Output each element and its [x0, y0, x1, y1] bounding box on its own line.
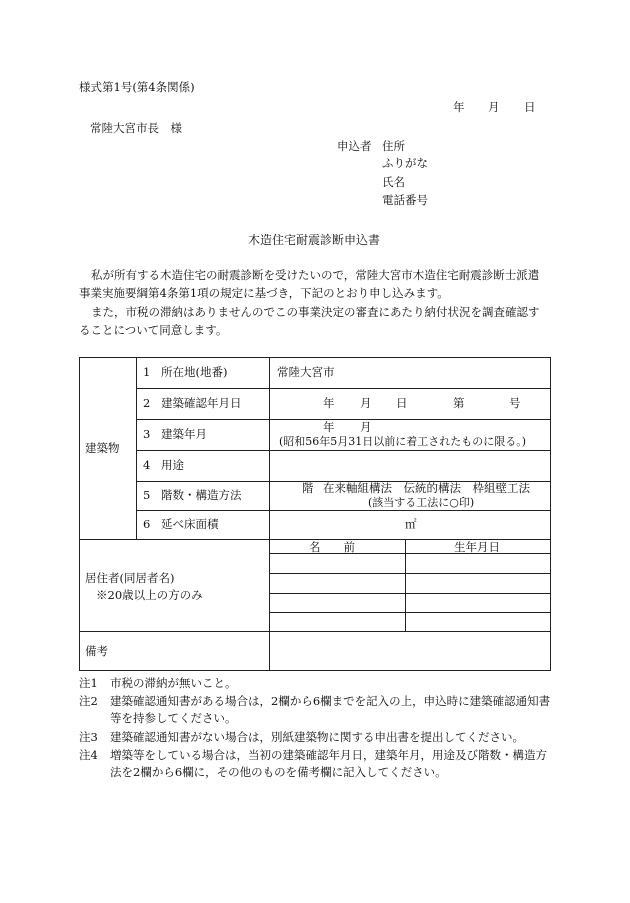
row-4-label: 用途	[161, 458, 184, 472]
body-paragraph-1-line-1: 私が所有する木造住宅の耐震診断を受けたいので，常陸大宮市木造住宅耐震診断士派遣	[91, 268, 540, 282]
row-1-number: 1	[143, 365, 151, 379]
confirmation-day-label: 日	[396, 396, 408, 410]
note-2-tag: 注2	[79, 694, 98, 708]
application-table	[79, 357, 551, 671]
applicant-phone-label: 電話番号	[382, 193, 428, 207]
date-month-label: 月	[488, 100, 500, 114]
build-year-note: (昭和56年5月31日以前に着工されたものに限る。)	[279, 435, 527, 448]
body-paragraph-2-line-1: また，市税の滞納はありませんのでこの事業決定の審査にあたり納付状況を調査確認す	[91, 305, 540, 319]
note-1-line-1: 市税の滞納が無いこと。	[110, 676, 237, 690]
note-3-tag: 注3	[79, 730, 98, 744]
body-paragraph-2-line-2: ることについて同意します。	[79, 323, 228, 337]
note-3-line-1: 建築確認通知書がない場合は，別紙建築物に関する申出書を提出してください。	[110, 730, 524, 744]
construction-method-note: (該当する工法に○印)	[368, 496, 475, 509]
row-2-label: 建築確認年月日	[161, 396, 242, 410]
note-4-tag: 注4	[79, 748, 98, 762]
confirmation-no-prefix: 第	[453, 396, 465, 410]
form-number: 様式第1号(第4条関係)	[79, 80, 195, 94]
confirmation-no-suffix: 号	[509, 396, 521, 410]
note-4-line-1: 増築等をしている場合は，当初の建築確認年月日，建築年月，用途及び階数・構造方	[110, 748, 547, 762]
date-year-label: 年	[453, 100, 465, 114]
row-3-number: 3	[143, 427, 151, 441]
remarks-label: 備考	[85, 644, 108, 658]
applicant-furigana-label: ふりがな	[382, 156, 428, 170]
resident-name-header: 名 前	[309, 540, 355, 554]
confirmation-month-label: 月	[360, 396, 372, 410]
body-paragraph-1-line-2: 事業実施要綱第4条第1項の規定に基づき，下記のとおり申し込みます。	[79, 286, 449, 300]
floor-count-label: 階	[302, 481, 314, 495]
document-title: 木造住宅耐震診断申込書	[248, 233, 381, 247]
resident-age-note: ※20歳以上の方のみ	[96, 588, 203, 602]
building-section-label: 建築物	[85, 441, 120, 455]
note-4-line-2: 法を2欄から6欄に，その他のものを備考欄に記入してください。	[110, 765, 447, 779]
addressee: 常陸大宮市長 様	[90, 121, 182, 135]
row-5-number: 5	[143, 488, 151, 502]
row-6-label: 延べ床面積	[161, 517, 219, 531]
build-month-label: 月	[360, 420, 372, 434]
note-2-line-1: 建築確認通知書がある場合は，2欄から6欄までを記入の上，申込時に建築確認通知書	[110, 694, 551, 708]
location-field[interactable]: 常陸大宮市	[277, 365, 335, 379]
row-2-number: 2	[143, 396, 151, 410]
construction-methods[interactable]: 在来軸組構法 伝統的構法 枠組壁工法	[323, 481, 530, 495]
floor-area-unit: ㎡	[405, 517, 417, 531]
build-year-label: 年	[323, 420, 335, 434]
date-day-label: 日	[524, 100, 536, 114]
row-6-number: 6	[143, 517, 151, 531]
applicant-label: 申込者	[337, 139, 372, 153]
resident-birthdate-header: 生年月日	[454, 540, 500, 554]
row-4-number: 4	[143, 458, 151, 472]
confirmation-year-label: 年	[323, 396, 335, 410]
note-2-line-2: 等を持参してください。	[110, 711, 237, 725]
row-1-label: 所在地(地番)	[161, 365, 228, 379]
resident-label: 居住者(同居者名)	[85, 571, 175, 585]
row-5-label: 階数・構造方法	[161, 488, 242, 502]
note-1-tag: 注1	[79, 676, 98, 690]
applicant-address-label: 住所	[382, 139, 405, 153]
applicant-name-label: 氏名	[382, 175, 405, 189]
remarks-field[interactable]	[270, 632, 550, 670]
usage-field[interactable]	[270, 451, 550, 481]
row-3-label: 建築年月	[161, 427, 207, 441]
